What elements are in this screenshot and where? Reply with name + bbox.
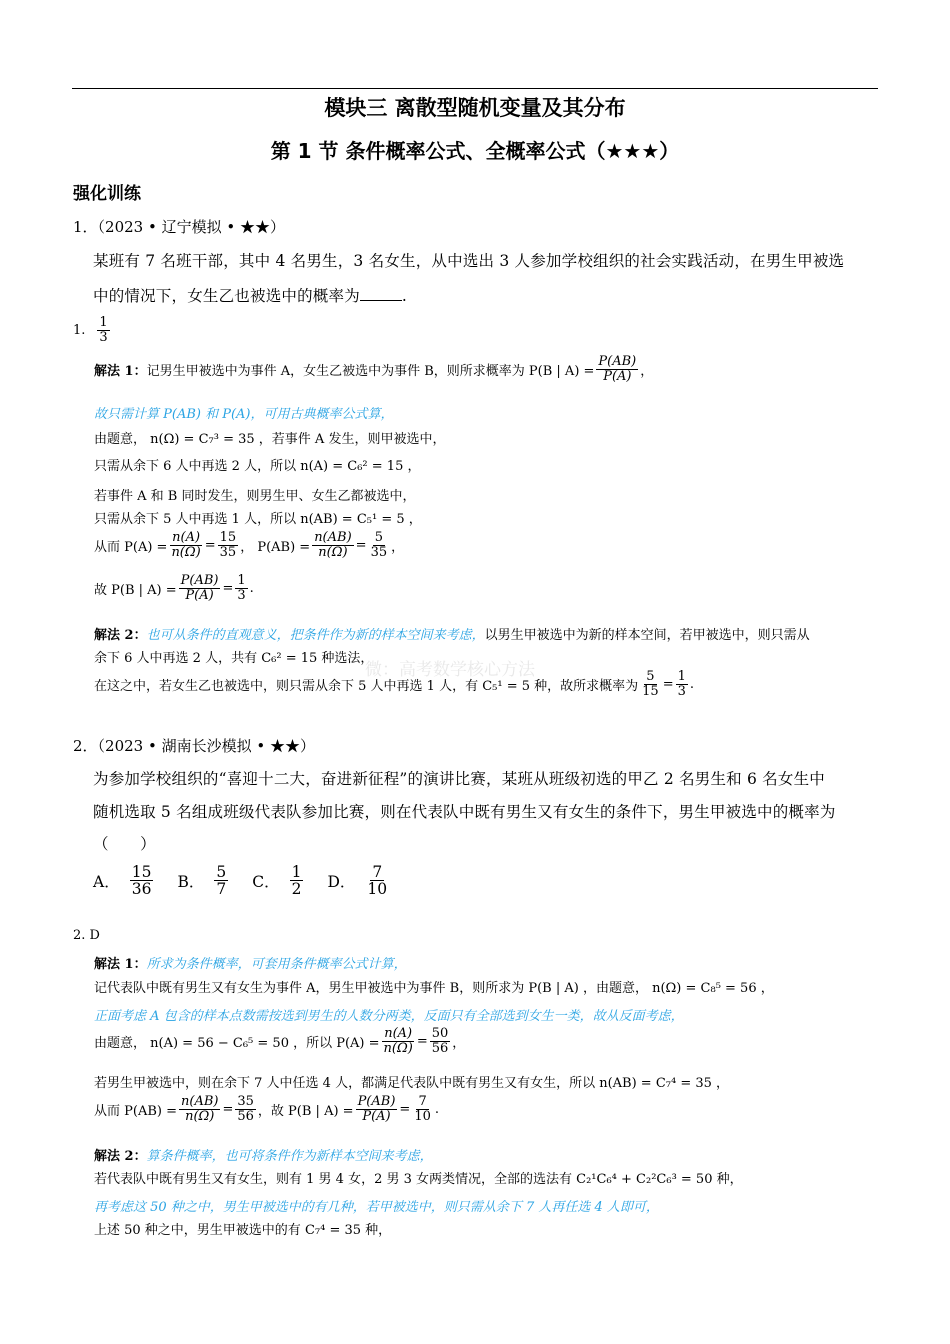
option-d[interactable] [327,864,391,898]
frac-numerator: n(AB) [314,530,352,545]
q2-s2-hint2: 再考虑这 50 种之中，男生甲被选中的有几种，若甲被选中，则只需从余下 7 人再任选 4 人即可， [94,1200,659,1215]
formula-text: = [222,580,234,596]
frac-denominator: P(A) [185,587,214,603]
q2-s1-hint2: 正面考虑 A 包含的样本点数需按选到男生的人数分两类，反面只有全部选到女生一类，故从反面考虑， [94,1009,684,1024]
q1-s1-line6: 只需从余下 5 人中再选 1 人，所以 n(AB) = C₅¹ = 5 ， [94,512,422,527]
formula-text: 从而 P(A) = [94,539,168,555]
formula-fraction [676,670,688,698]
formula-fraction [179,574,221,602]
q1-s1-hint: 故只需计算 P(AB) 和 P(A)，可用古典概率公式算， [94,407,394,422]
q2-answer: 2. D [73,928,100,943]
formula-fraction [369,531,390,559]
q1-answer [73,316,112,344]
formula-text: 由题意， n(A) = 56 − C₆⁵ = 50 ，所以 P(A) = [94,1035,380,1051]
option-label: A． [93,872,120,891]
solution-label: 解法 1： [94,363,147,379]
frac-numerator: 50 [431,1026,449,1041]
q2-s2-line4: 上述 50 种之中，男生甲被选中的有 C₇⁴ = 35 种， [94,1223,392,1238]
frac-denominator: n(Ω) [383,1040,413,1056]
category-heading: 强化训练 [73,184,141,204]
option-fraction [214,864,228,898]
formula-text: ， P(AB) = [240,539,311,555]
option-label: B． [177,872,205,891]
q2-heading: 2．（2023 • 湖南长沙模拟 • ★★） [73,737,315,755]
formula-fraction [235,1095,256,1123]
frac-numerator: 5 [646,669,655,684]
frac-denominator: n(Ω) [171,544,201,560]
frac-denominator: P(A) [603,368,632,384]
frac-denominator: 2 [291,880,302,899]
punctuation: . [689,676,695,692]
formula-text: = [399,1101,411,1117]
q1-text-line1: 某班有 7 名班干部，其中 4 名男生，3 名女生，从中选出 3 人参加学校组织的社会实践活动，在男生甲被选 [93,252,845,270]
q1-text-line2 [93,284,407,306]
frac-denominator: P(A) [362,1108,391,1124]
q1-heading: 1．（2023 • 辽宁模拟 • ★★） [73,218,285,236]
q1-s2-line2: 余下 6 人中再选 2 人，共有 C₆² = 15 种选法， [94,651,374,666]
frac-denominator: 35 [370,544,388,560]
formula-fraction [356,1095,398,1123]
q2-s1-line4 [94,1027,465,1055]
punctuation: ， [391,539,405,555]
solution-text: 在这之中，若女生乙也被选中，则只需从余下 5 人中再选 1 人，有 C₅¹ = 5 种，故所求概率为 [94,678,639,694]
frac-numerator: n(A) [384,1026,413,1041]
frac-denominator: n(Ω) [185,1108,215,1124]
q1-s1-line3: 由题意， n(Ω) = C₇³ = 35 ，若事件 A 发生，则甲被选中， [94,432,446,447]
formula-text: = [204,537,216,553]
formula-fraction [312,531,353,559]
frac-numerator: 5 [374,530,383,545]
q1-s2-line1 [94,624,810,643]
formula-fraction [169,531,202,559]
formula-fraction [596,355,638,383]
frac-denominator: n(Ω) [318,544,348,560]
punctuation: . [434,1101,439,1117]
header-rule [72,88,878,89]
solution-hint: 也可从条件的直观意义，把条件作为新的样本空间来考虑， [146,628,485,643]
option-fraction [130,864,154,898]
frac-numerator: P(AB) [598,354,637,369]
formula-fraction [382,1027,415,1055]
formula-text: = [355,537,367,553]
frac-numerator: P(AB) [180,573,219,588]
option-label: D． [327,872,356,891]
frac-denominator: 3 [677,683,686,699]
frac-denominator: 56 [431,1040,449,1056]
q1-line2-end: . [401,287,408,305]
frac-numerator: P(AB) [357,1094,396,1109]
formula-fraction [179,1095,220,1123]
formula-fraction [235,574,247,602]
q2-text-line3: （ ） [93,835,156,853]
answer-blank [360,286,402,301]
q2-text-line1: 为参加学校组织的“喜迎十二大，奋进新征程”的演讲比赛，某班从班级初选的甲乙 2 名男生和 6 名女生中 [93,770,825,788]
q1-s1-line5: 若事件 A 和 B 同时发生，则男生甲、女生乙都被选中， [94,489,416,504]
formula-fraction [640,670,661,698]
frac-denominator: 35 [219,544,237,560]
q1-answer-num: 1. [73,322,86,338]
q2-s1-line5: 若男生甲被选中，则在余下 7 人中任选 4 人，都满足代表队中既有男生又有女生，所以 n(AB) = C₇⁴ = 35 ， [94,1076,730,1091]
solution-label: 解法 2： [94,628,147,643]
section-title: 第 1 节 条件概率公式、全概率公式（★★★） [270,139,680,163]
q2-s1-line6 [94,1095,439,1123]
punctuation: ， [640,363,654,379]
formula-fraction [218,531,239,559]
q1-s1-line8 [94,574,254,602]
q2-s1-line1 [94,953,407,972]
frac-denominator: 15 [642,683,659,699]
frac-numerator: 1 [677,669,686,684]
q2-options [93,864,413,898]
punctuation: . [249,580,254,596]
frac-numerator: 35 [237,1094,254,1109]
q2-text-line2: 随机选取 5 名组成班级代表队参加比赛，则在代表队中既有男生又有女生的条件下，男生甲被选中的概率为 [93,803,836,821]
frac-numerator: 7 [372,863,383,881]
solution-text: 以男生甲被选中为新的样本空间，若甲被选中，则只需从 [484,628,810,643]
q1-s1-line1 [94,355,653,383]
formula-text: = [416,1033,428,1049]
option-c[interactable] [252,864,305,898]
solution-text: 记男生甲被选中为事件 A，女生乙被选中为事件 B，则所求概率为 P(B | A) = [146,363,595,379]
frac-numerator: 1 [99,315,108,330]
frac-numerator: 7 [418,1094,427,1109]
q2-s2-line1 [94,1145,433,1164]
frac-denominator: 3 [237,587,246,603]
module-title: 模块三 离散型随机变量及其分布 [324,96,626,120]
frac-denominator: 7 [216,880,227,899]
option-a[interactable] [93,864,155,898]
option-fraction [365,864,389,898]
frac-denominator: 10 [367,880,388,899]
formula-text: = [222,1101,234,1117]
q1-s1-line4: 只需从余下 6 人中再选 2 人，所以 n(A) = C₆² = 15 ， [94,459,421,474]
frac-denominator: 10 [414,1108,431,1124]
option-fraction [290,864,304,898]
frac-denominator: 3 [99,329,108,345]
option-label: C． [252,872,280,891]
q1-answer-fraction [97,316,109,344]
solution-hint: 算条件概率，也可将条件作为新样本空间来考虑， [146,1149,433,1164]
frac-numerator: 15 [131,863,152,881]
q1-s1-line7 [94,531,404,559]
option-b[interactable] [177,864,230,898]
formula-text: 故 P(B | A) = [94,582,177,598]
frac-numerator: 15 [219,530,237,545]
formula-fraction [430,1027,451,1055]
formula-text: 从而 P(AB) = [94,1103,177,1119]
solution-hint: 所求为条件概率，可套用条件概率公式计算， [146,957,407,972]
frac-denominator: 36 [131,880,152,899]
punctuation: ， [452,1035,466,1051]
frac-denominator: 56 [237,1108,254,1124]
frac-numerator: n(AB) [181,1094,219,1109]
frac-numerator: 1 [237,573,246,588]
formula-text: = [662,676,674,692]
q1-s2-line3 [94,670,694,698]
watermark: 微：高考数学核心方法 [365,660,535,680]
frac-numerator: 5 [216,863,227,881]
solution-label: 解法 1： [94,957,147,972]
q2-s2-line2: 若代表队中既有男生又有女生，则有 1 男 4 女，2 男 3 女两类情况，全部的选法有 C₂¹C₆⁴ + C₂²C₆³ = 50 种， [94,1172,743,1187]
formula-text: ，故 P(B | A) = [257,1103,354,1119]
frac-numerator: n(A) [172,530,201,545]
formula-fraction [412,1095,433,1123]
q1-text-line2-body: 中的情况下，女生乙也被选中的概率为 [93,287,360,305]
q2-s1-line2: 记代表队中既有男生又有女生为事件 A，男生甲被选中为事件 B，则所求为 P(B | A) ，由题意， n(Ω) = C₈⁵ = 56 ， [94,981,774,996]
solution-label: 解法 2： [94,1149,147,1164]
frac-numerator: 1 [291,863,302,881]
